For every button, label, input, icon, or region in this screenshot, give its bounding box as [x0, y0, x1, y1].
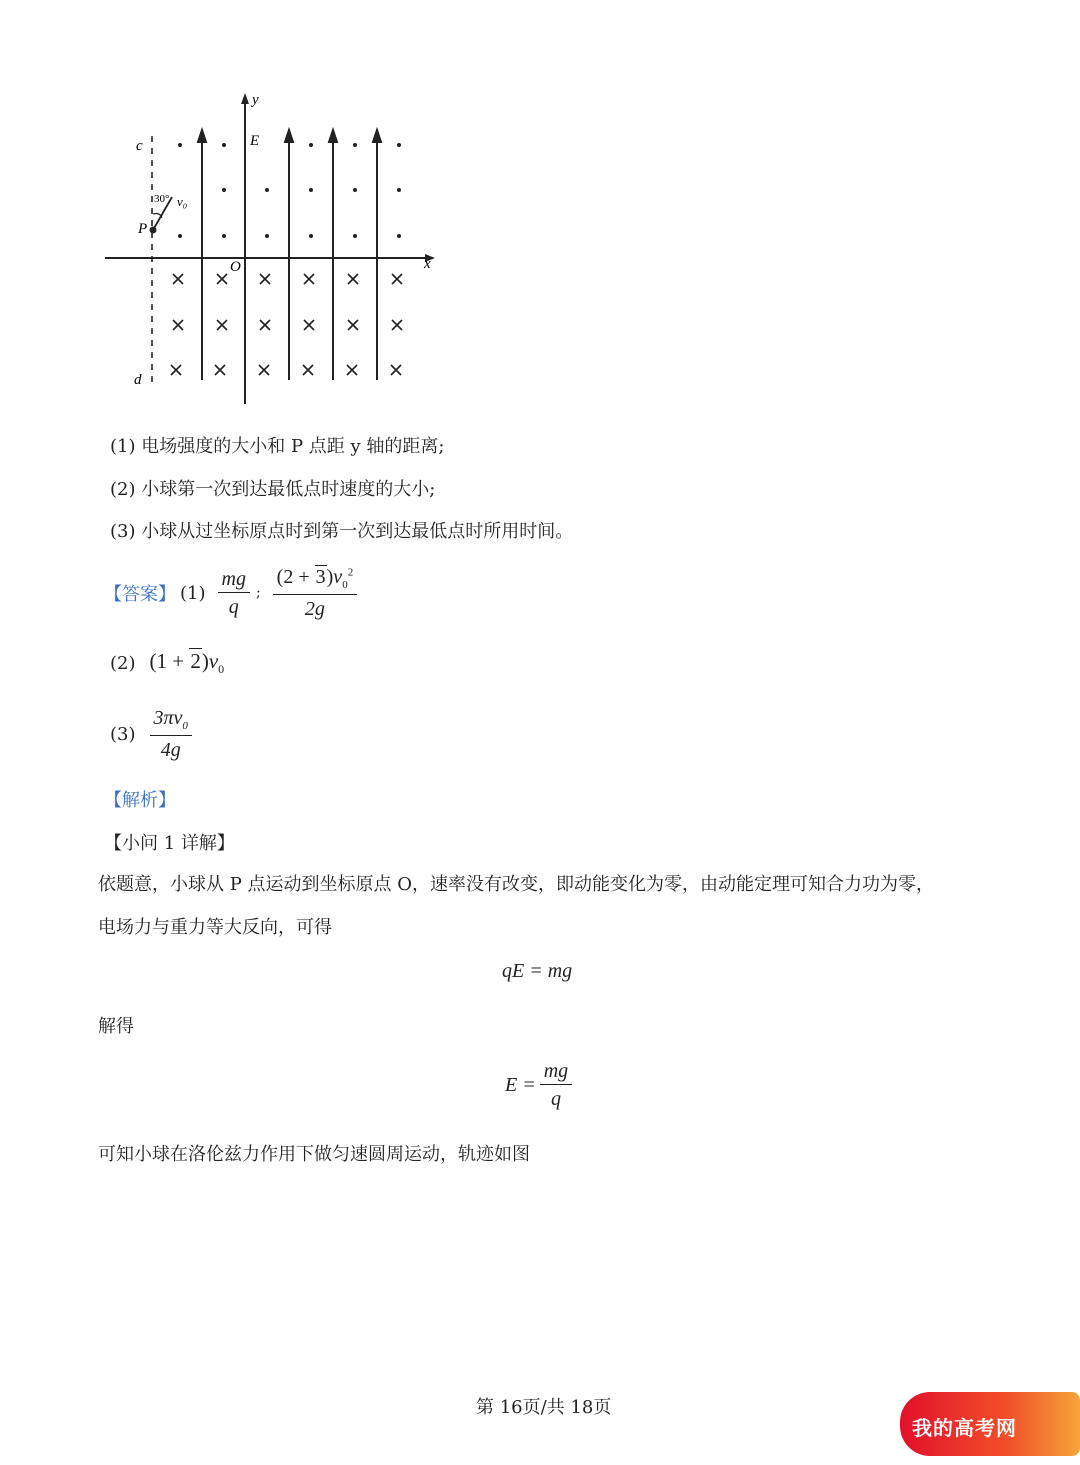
- answer-1-number: (1): [180, 582, 206, 604]
- label-e: E: [250, 133, 260, 149]
- question-2-number: (2): [110, 479, 136, 500]
- solve-label: 解得: [98, 1016, 134, 1037]
- answer-1b-sqrt: 3: [315, 566, 326, 589]
- answer-part-3: [110, 704, 192, 764]
- answer-2-number: (2): [110, 652, 136, 674]
- equation-2-denominator: q: [550, 1088, 561, 1110]
- analysis-label: 【解析】: [104, 790, 176, 811]
- label-v0: v₀: [177, 194, 188, 209]
- answer-3-num-sub: 0: [182, 720, 188, 733]
- question-3-text: 小球从过坐标原点时到第一次到达最低点时所用时间。: [141, 521, 574, 542]
- watermark-text: 我的高考网: [912, 1416, 1017, 1440]
- answer-label: 【答案】: [104, 584, 176, 605]
- analysis-paragraph-3: 可知小球在洛伦兹力作用下做匀速圆周运动，轨迹如图: [98, 1144, 530, 1165]
- label-d: d: [134, 372, 142, 388]
- answer-2-right: ): [201, 648, 209, 673]
- field-diagram: [100, 88, 445, 408]
- label-x: x: [424, 256, 431, 272]
- answer-3-denominator: 4g: [160, 738, 181, 761]
- watermark-logo: [900, 1392, 1080, 1456]
- question-1-number: (1): [110, 436, 136, 457]
- label-c: c: [136, 138, 143, 154]
- answer-2-sqrt: 2: [190, 648, 201, 673]
- equation-2-lhs: E =: [505, 1073, 536, 1096]
- equation-2-fraction: [540, 1060, 572, 1110]
- answer-2-sub: 0: [218, 662, 225, 677]
- field-lines: [198, 130, 381, 380]
- question-1-text: 电场强度的大小和 P 点距 y 轴的距离;: [141, 436, 445, 457]
- answer-3-num-text: 3πv: [153, 707, 183, 730]
- answer-3-number: (3): [110, 723, 136, 745]
- answer-2-left: (1 +: [149, 648, 190, 673]
- answer-1b-denominator: 2g: [304, 597, 325, 620]
- label-p: P: [138, 221, 148, 237]
- y-axis-arrow: [241, 93, 249, 104]
- label-origin: O: [230, 259, 241, 275]
- answer-1a-numerator: mg: [218, 568, 250, 593]
- analysis-paragraph-1: 依题意，小球从 P 点运动到坐标原点 O，速率没有改变，即动能变化为零，由动能定理可知合力功为零，: [98, 874, 935, 895]
- answer-1a-denominator: q: [228, 596, 239, 618]
- answer-1b-v: v: [333, 566, 343, 589]
- question-3: [110, 517, 573, 543]
- question-2: [110, 475, 435, 501]
- answer-1a-fraction: [218, 568, 250, 618]
- label-y: y: [252, 92, 259, 108]
- answer-3-numerator: [150, 707, 192, 735]
- answer-1b-left: (2 +: [276, 566, 315, 589]
- label-angle: 30°: [154, 193, 170, 205]
- answer-1b-right: ): [326, 566, 334, 589]
- answer-1-separator: ;: [255, 585, 261, 601]
- answer-1b-sup: 2: [347, 566, 354, 579]
- magnetic-crosses: [171, 274, 402, 375]
- analysis-paragraph-2: 电场力与重力等大反向，可得: [98, 917, 332, 938]
- answer-1b-fraction: [273, 566, 358, 619]
- answer-1b-sub: 0: [342, 579, 348, 592]
- question-2-text: 小球第一次到达最低点时速度的大小;: [141, 479, 436, 500]
- answer-2-v: v: [208, 648, 219, 673]
- answer-1b-numerator: [273, 566, 358, 594]
- question-3-number: (3): [110, 521, 136, 542]
- page-number: 第 16页/共 18页: [476, 1397, 612, 1418]
- answer-3-fraction: [150, 707, 192, 760]
- answer-part-2: [110, 645, 224, 681]
- question-1: [110, 432, 444, 458]
- equation-2: [505, 1060, 572, 1110]
- analysis-subtitle: 【小问 1 详解】: [104, 833, 235, 854]
- answer-part-1: [104, 560, 357, 626]
- equation-1: qE = mg: [502, 960, 573, 982]
- answer-2-expression: [150, 649, 225, 677]
- equation-2-numerator: mg: [540, 1060, 572, 1085]
